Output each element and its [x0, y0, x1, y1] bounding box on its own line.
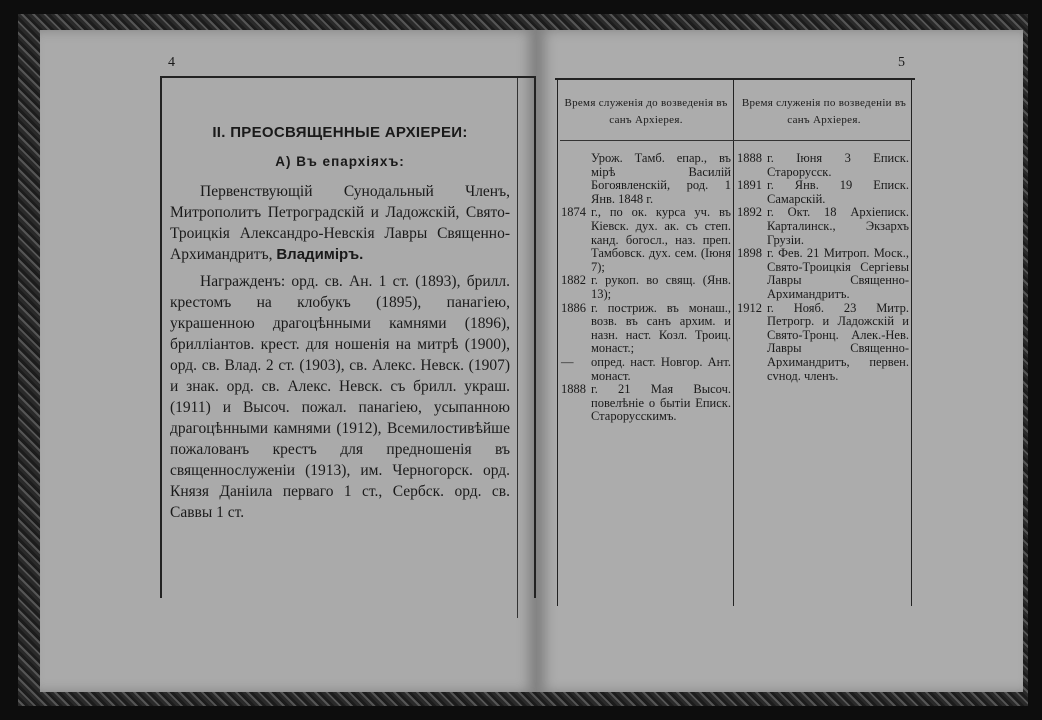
- list-item: [561, 206, 731, 274]
- col2-entries: [737, 152, 909, 383]
- section-subheading: А) Въ епархіяхъ:: [275, 154, 405, 169]
- left-page-number: 4: [168, 55, 175, 70]
- entry-year: 1888: [737, 151, 762, 165]
- entry-text: г. рукоп. во свящ. (Янв. 13);: [591, 273, 731, 301]
- entry-year: —: [561, 354, 574, 369]
- entry-text: Урож. Тамб. епар., въ мірѣ Василій Богоявленскій, род. 1 Янв. 1848 г.: [591, 151, 731, 206]
- table-header-rule: [560, 140, 910, 141]
- list-item: [561, 152, 731, 206]
- col2-header: Время служенія по возведеніи въ санъ Архіерея.: [741, 97, 907, 126]
- list-item: [561, 302, 731, 356]
- col1-entries: [561, 152, 731, 424]
- list-item: [737, 247, 909, 301]
- table-right-rule: [911, 78, 912, 606]
- list-item: [737, 179, 909, 206]
- list-item: [561, 356, 731, 383]
- entry-text: г. Фев. 21 Митроп. Моск., Свято-Троицкія Сергіевы Лавры Священно-Архимандритъ.: [767, 246, 909, 301]
- right-page: [537, 30, 1023, 692]
- list-item: [561, 274, 731, 301]
- entry-text: опред. наст. Новгор. Ант. монаст.: [591, 354, 731, 383]
- entry-text: г. 21 Мая Высоч. повелѣніе о бытіи Еписк. Старорусскимъ.: [591, 382, 731, 424]
- right-page-number: 5: [898, 55, 905, 70]
- entry-year: 1882: [561, 273, 586, 288]
- bishop-name: Владиміръ.: [276, 246, 364, 263]
- entry-text: г., по ок. курса уч. въ Кіевск. дух. ак. съ степ. канд. богосл., наз. преп. Тамбовск. дух. сем. (Іюня 7);: [591, 205, 731, 274]
- entry-year: 1898: [737, 246, 762, 261]
- left-frame-inner-rule: [517, 78, 518, 618]
- entry-year: 1888: [561, 382, 586, 397]
- entry-year: 1892: [737, 205, 762, 220]
- left-page: [40, 30, 537, 692]
- title-text: Первенствующій Сунодальный Членъ, Митрополитъ Петроградскій и Ладожскій, Свято-Троицкія Александро-Невскія Лавры Священно-Архимандритъ,: [170, 183, 510, 263]
- list-item: [737, 206, 909, 247]
- list-item: [737, 302, 909, 384]
- entry-text: г. постриж. въ монаш., возв. въ санъ архим. и назн. наст. Козл. Троиц. монаст.;: [591, 300, 731, 356]
- entry-text: г. Іюня 3 Еписк. Старорусск.: [767, 151, 909, 179]
- left-page-content: [170, 122, 510, 523]
- table-top-rule: [555, 78, 915, 80]
- entry-text: г. Нояб. 23 Митр. Петрогр. и Ладожскій и Свято-Тронц. Алек.-Нев. Лавры Священно-Архимандритъ, первен. сvнод. членъ.: [767, 300, 909, 383]
- entry-text: г. Янв. 19 Еписк. Самарскій.: [767, 178, 909, 206]
- entry-year: 1891: [737, 178, 762, 193]
- section-heading: II. ПРЕОСВЯЩЕННЫЕ АРХІЕРЕИ:: [212, 124, 468, 141]
- entry-year: 1874: [561, 205, 586, 220]
- entry-year: 1912: [737, 300, 762, 315]
- table-column-divider: [733, 78, 734, 606]
- entry-text: г. Окт. 18 Архіеписк. Карталинск., Экзархъ Грузіи.: [767, 205, 909, 247]
- table-left-rule: [557, 78, 558, 606]
- list-item: [561, 383, 731, 424]
- awards-paragraph: Награжденъ: орд. св. Ан. 1 ст. (1893), брилл. крестомъ на клобукъ (1895), панагіею, украшенною драгоцѣнными камнями (1896), бриллiантов. крест. для ношенія на митрѣ (1900), орд. св. Влад. 2 ст. (1903), св. Алекс. Невск. (1907) и знак. орд. св. Алекс. Невск. съ брилл. украш. (1911) и Высоч. пожал. панагіею, усыпанною драгоцѣнными камнями (1912), Всемилостивѣйше пожалованъ крестъ для предношенія въ священнослуженіи (1913), им. Черногорск. орд. Князя Даніила перваго 1 ст., Сербск. орд. св. Саввы 1 ст.: [170, 273, 510, 521]
- entry-year: 1886: [561, 300, 586, 315]
- title-paragraph: [170, 181, 510, 265]
- service-table: [555, 78, 915, 606]
- entry-year: [561, 152, 591, 206]
- col1-header: Время служенія до возведенія въ санъ Архіерея.: [564, 97, 728, 126]
- list-item: [737, 152, 909, 179]
